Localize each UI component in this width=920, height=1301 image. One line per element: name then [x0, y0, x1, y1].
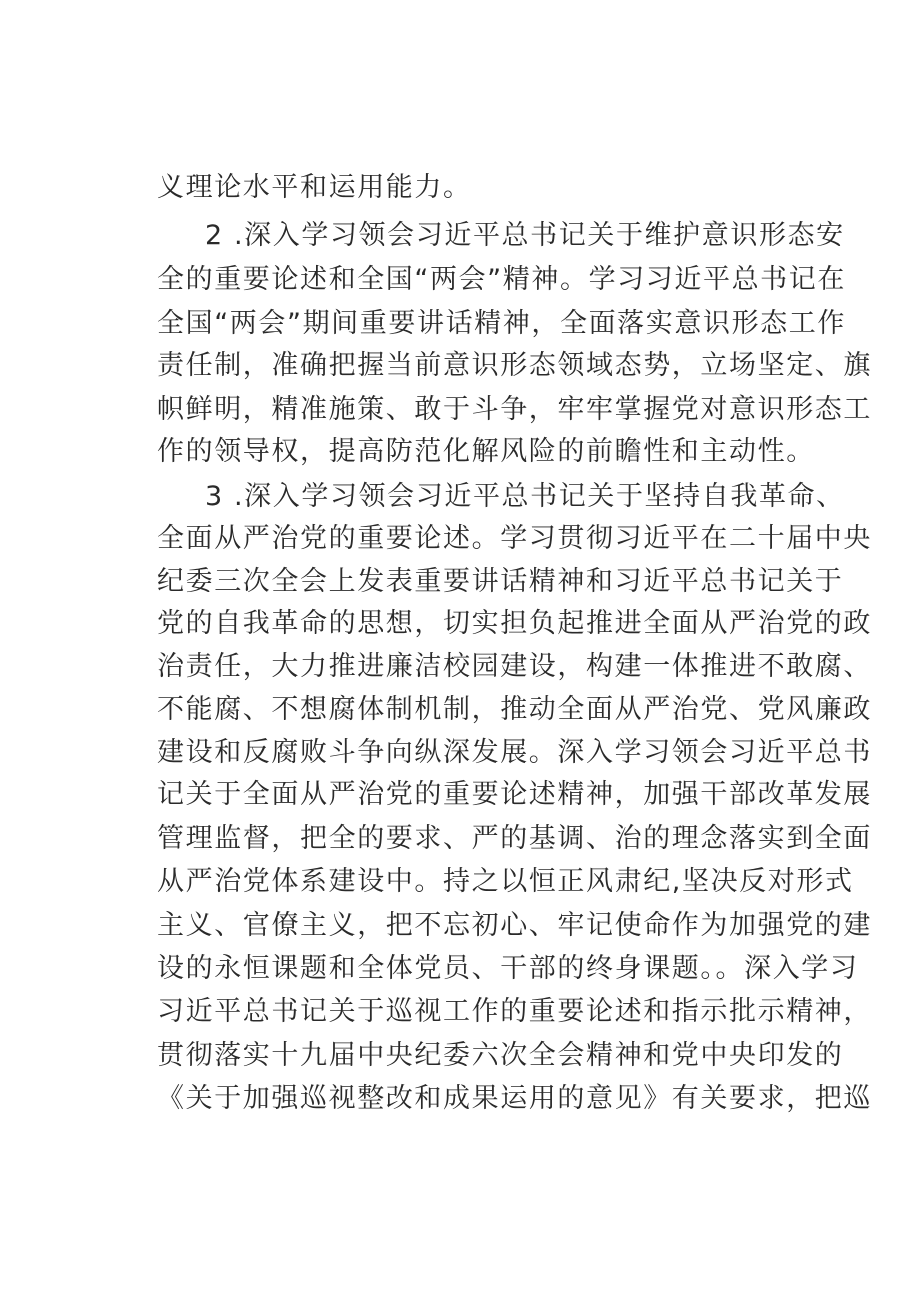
text-line: 主义、官僚主义，把不忘初心、牢记使命作为加强党的建	[157, 910, 872, 941]
text-line: 贯彻落实十九届中央纪委六次全会精神和党中央印发的	[157, 1040, 844, 1071]
text-line: 责任制，准确把握当前意识形态领域态势，立场坚定、旗	[157, 350, 872, 381]
text-line: 管理监督，把全的要求、严的基调、治的理念落实到全面	[157, 823, 872, 854]
text-line: 不能腐、不想腐体制机制，推动全面从严治党、党风廉政	[157, 694, 872, 725]
text-line: 义理论水平和运用能力。	[157, 172, 472, 203]
text-line: 3 .深入学习领会习近平总书记关于坚持自我革命、	[205, 481, 845, 512]
text-line: 全的重要论述和全国“两会”精神。学习习近平总书记在	[157, 264, 846, 295]
text-line: 党的自我革命的思想，切实担负起推进全面从严治党的政	[157, 608, 872, 639]
text-line: 2 .深入学习领会习近平总书记关于维护意识形态安	[205, 220, 845, 251]
text-line: 全面从严治党的重要论述。学习贯彻习近平在二十届中央	[157, 523, 872, 554]
text-line: 习近平总书记关于巡视工作的重要论述和指示批示精神，	[157, 996, 872, 1027]
text-line: 从严治党体系建设中。持之以恒正风肃纪,坚决反对形式	[157, 866, 854, 897]
text-line: 纪委三次全会上发表重要讲话精神和习近平总书记关于	[157, 566, 844, 597]
text-line: 全国“两会”期间重要讲话精神，全面落实意识形态工作	[157, 308, 846, 339]
text-line: 设的永恒课题和全体党员、干部的终身课题。。深入学习	[157, 953, 859, 984]
text-line: 《关于加强巡视整改和成果运用的意见》有关要求，把巡	[157, 1083, 872, 1114]
text-line: 建设和反腐败斗争向纵深发展。深入学习领会习近平总书	[157, 737, 872, 768]
text-line: 作的领导权，提高防范化解风险的前瞻性和主动性。	[157, 436, 815, 467]
text-line: 记关于全面从严治党的重要论述精神，加强干部改革发展	[157, 779, 872, 810]
text-line: 帜鲜明，精准施策、敢于斗争，牢牢掌握党对意识形态工	[157, 394, 872, 425]
text-line: 治责任，大力推进廉洁校园建设，构建一体推进不敢腐、	[157, 651, 872, 682]
